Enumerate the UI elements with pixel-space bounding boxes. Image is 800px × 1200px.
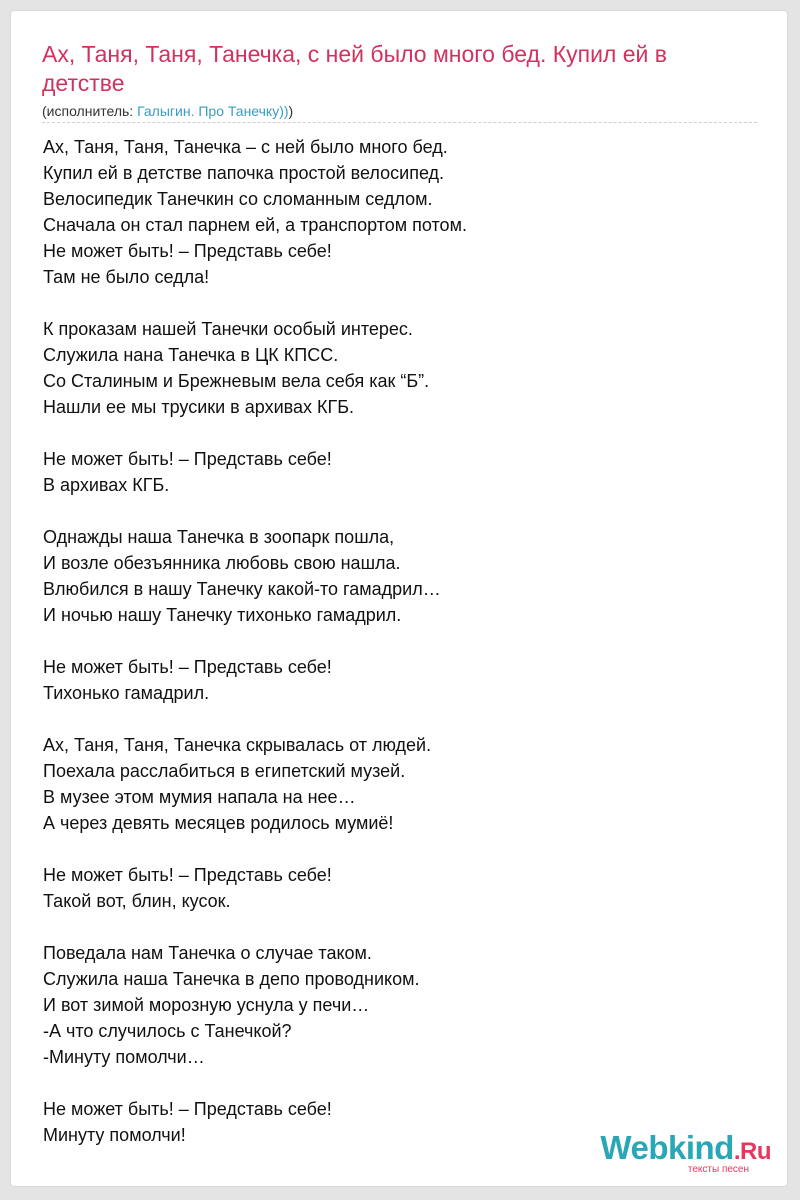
stanza-gap xyxy=(43,628,467,654)
lyric-line: И возле обезъянника любовь свою нашла. xyxy=(43,553,401,573)
logo-tagline: тексты песен xyxy=(687,1164,749,1175)
logo-tld: .Ru xyxy=(733,1138,771,1165)
lyric-line: Не может быть! – Представь себе! xyxy=(43,657,332,677)
lyric-line: Не может быть! – Представь себе! xyxy=(43,865,332,885)
artist-line xyxy=(42,102,293,120)
lyric-line: Служила нана Танечка в ЦК КПСС. xyxy=(43,345,339,365)
lyric-line: Не может быть! – Представь себе! xyxy=(43,1099,332,1119)
lyric-line: И ночью нашу Танечку тихонько гамадрил. xyxy=(43,605,402,625)
lyric-line: Купил ей в детстве папочка простой велосипед. xyxy=(43,163,445,183)
lyric-line: Велосипедик Танечкин со сломанным седлом. xyxy=(43,189,433,209)
artist-suffix: ) xyxy=(288,103,294,119)
stanza-gap xyxy=(43,836,467,862)
lyric-line: Не может быть! – Представь себе! xyxy=(43,241,332,261)
lyric-line: Поехала расслабиться в египетский музей. xyxy=(43,761,406,781)
lyric-line: Тихонько гамадрил. xyxy=(43,683,210,703)
lyric-line: Такой вот, блин, кусок. xyxy=(43,891,231,911)
lyric-line: -А что случилось с Танечкой? xyxy=(43,1021,292,1041)
lyric-line: Однажды наша Танечка в зоопарк пошла, xyxy=(43,527,395,547)
logo-name: Webkind xyxy=(600,1129,734,1166)
stanza-gap xyxy=(43,290,467,316)
stanza-gap xyxy=(43,420,467,446)
lyric-line: -Минуту помолчи… xyxy=(43,1047,205,1067)
lyrics-card xyxy=(11,11,787,1186)
stanza-gap xyxy=(43,1070,467,1096)
artist-link[interactable]: Галыгин. Про Танечку)) xyxy=(137,103,289,119)
stanza-gap xyxy=(43,498,467,524)
lyric-line: Служила наша Танечка в депо проводником. xyxy=(43,969,420,989)
lyric-line: Со Сталиным и Брежневым вела себя как “Б”. xyxy=(43,371,430,391)
lyric-line: Минуту помолчи! xyxy=(43,1125,186,1145)
lyric-line: Сначала он стал парнем ей, а транспортом потом. xyxy=(43,215,467,235)
lyric-line: И вот зимой морозную уснула у печи… xyxy=(43,995,370,1015)
lyric-line: Ах, Таня, Таня, Танечка скрывалась от людей. xyxy=(43,735,432,755)
page-title: Ах, Таня, Таня, Танечка, с ней было много бед. Купил ей в детстве xyxy=(42,41,667,96)
lyric-line: В музее этом мумия напала на нее… xyxy=(43,787,356,807)
lyric-line: Нашли ее мы трусики в архивах КГБ. xyxy=(43,397,355,417)
lyric-line: Влюбился в нашу Танечку какой-то гамадрил… xyxy=(43,579,441,599)
lyric-line: Поведала нам Танечка о случае таком. xyxy=(43,943,372,963)
lyric-line: Ах, Таня, Таня, Танечка – с ней было много бед. xyxy=(43,137,448,157)
stanza-gap xyxy=(43,706,467,732)
lyrics-text xyxy=(43,134,467,1148)
site-logo[interactable] xyxy=(571,1129,771,1179)
lyric-line: Не может быть! – Представь себе! xyxy=(43,449,332,469)
lyric-line: А через девять месяцев родилось мумиё! xyxy=(43,813,394,833)
stanza-gap xyxy=(43,914,467,940)
lyric-line: Там не было седла! xyxy=(43,267,210,287)
title-divider xyxy=(42,122,757,123)
artist-prefix: (исполнитель: xyxy=(42,103,138,119)
lyric-line: В архивах КГБ. xyxy=(43,475,170,495)
lyric-line: К проказам нашей Танечки особый интерес. xyxy=(43,319,413,339)
